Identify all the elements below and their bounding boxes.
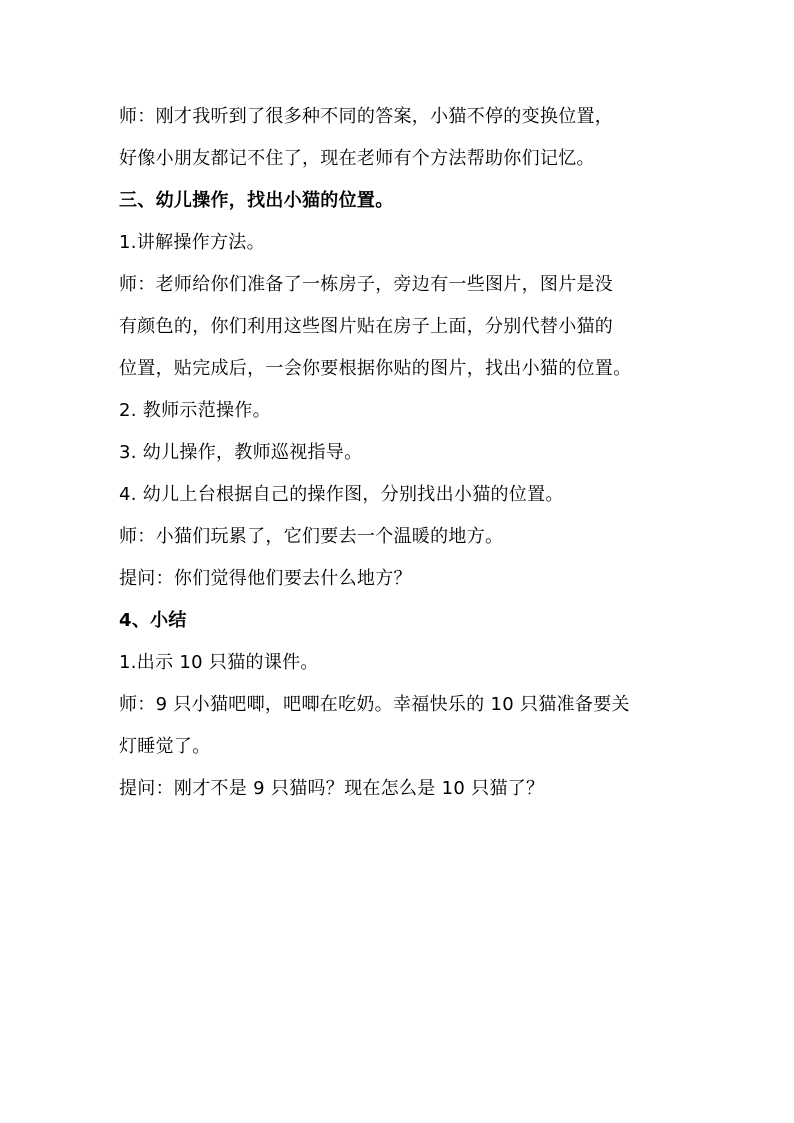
paragraph-line: 好像小朋友都记不住了，现在老师有个方法帮助你们记忆。 [119, 148, 595, 169]
paragraph-line: 师：9 只小猫吧唧，吧唧在吃奶。幸福快乐的 10 只猫准备要关 [119, 694, 630, 715]
list-item: 3. 幼儿操作，教师巡视指导。 [119, 442, 363, 463]
paragraph-line: 提问：刚才不是 9 只猫吗？现在怎么是 10 只猫了？ [119, 778, 545, 799]
paragraph-line: 有颜色的，你们利用这些图片贴在房子上面，分别代替小猫的 [119, 316, 614, 337]
paragraph-line: 灯睡觉了。 [119, 736, 211, 757]
paragraph-line: 师：刚才我听到了很多种不同的答案，小猫不停的变换位置， [119, 106, 614, 127]
paragraph-line: 提问：你们觉得他们要去什么地方？ [119, 568, 412, 589]
list-item: 1.讲解操作方法。 [119, 232, 265, 253]
list-item: 2. 教师示范操作。 [119, 400, 271, 421]
section-heading: 三、幼儿操作，找出小猫的位置。 [119, 190, 394, 211]
list-item: 4. 幼儿上台根据自己的操作图，分别找出小猫的位置。 [119, 484, 564, 505]
paragraph-line: 师：老师给你们准备了一栋房子，旁边有一些图片，图片是没 [119, 274, 614, 295]
paragraph-line: 师：小猫们玩累了，它们要去一个温暖的地方。 [119, 526, 504, 547]
list-item: 1.出示 10 只猫的课件。 [119, 652, 319, 673]
paragraph-line: 位置，贴完成后，一会你要根据你贴的图片，找出小猫的位置。 [119, 358, 632, 379]
section-heading: 4、小结 [119, 610, 187, 631]
